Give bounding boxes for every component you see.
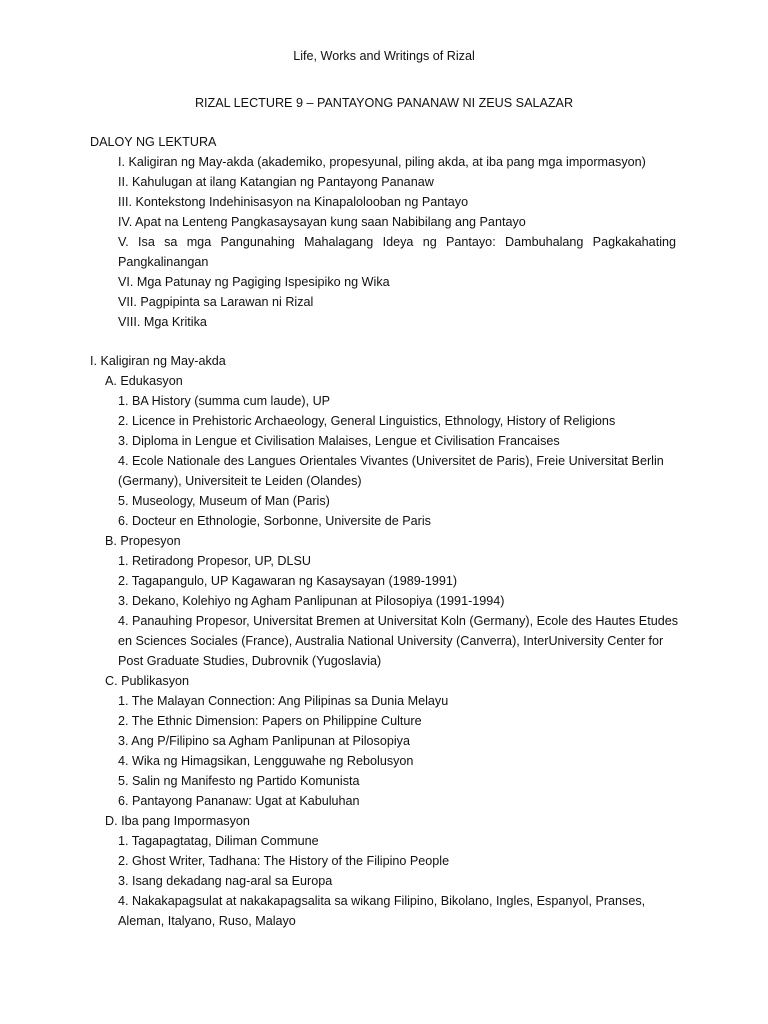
lecture-title: RIZAL LECTURE 9 – PANTAYONG PANANAW NI ZEUS SALAZAR [194, 96, 574, 110]
list-item-continuation: Post Graduate Studies, Dubrovnik (Yugoslavia) [118, 654, 382, 668]
list-item-continuation: Aleman, Italyano, Ruso, Malayo [118, 914, 296, 928]
list-item: 6. Docteur en Ethnologie, Sorbonne, Universite de Paris [118, 514, 431, 528]
subsection-heading-iba: D. Iba pang Impormasyon [105, 814, 250, 828]
list-item: 6. Pantayong Pananaw: Ugat at Kabuluhan [118, 794, 360, 808]
outline-item: III. Kontekstong Indehinisasyon na Kinapalolooban ng Pantayo [118, 195, 469, 209]
list-item: 4. Nakakapagsulat at nakakapagsalita sa wikang Filipino, Bikolano, Ingles, Espanyol, Pranses, [118, 894, 646, 908]
list-item: 5. Museology, Museum of Man (Paris) [118, 494, 330, 508]
outline-item: VII. Pagpipinta sa Larawan ni Rizal [118, 295, 314, 309]
outline-item: VIII. Mga Kritika [118, 315, 207, 329]
list-item: 3. Diploma in Lengue et Civilisation Malaises, Lengue et Civilisation Francaises [118, 434, 560, 448]
list-item: 1. The Malayan Connection: Ang Pilipinas sa Dunia Melayu [118, 694, 449, 708]
outline-section [0, 132, 768, 332]
outline-item: I. Kaligiran ng May-akda (akademiko, propesyunal, piling akda, at iba pang mga impormasyon) [118, 155, 646, 169]
outline-item: V. Isa sa mga Pangunahing Mahalagang Ideya ng Pantayo: Dambuhalang Pagkakahating [118, 235, 676, 249]
list-item-continuation: (Germany), Universiteit te Leiden (Olandes) [118, 474, 362, 488]
outline-item-continuation: Pangkalinangan [118, 255, 209, 269]
list-item: 1. BA History (summa cum laude), UP [118, 394, 331, 408]
list-item: 4. Wika ng Himagsikan, Lengguwahe ng Rebolusyon [118, 754, 414, 768]
section-kaligiran [0, 351, 768, 931]
list-item: 4. Panauhing Propesor, Universitat Bremen at Universitat Koln (Germany), Ecole des Hautes Etudes [118, 614, 678, 628]
list-item: 1. Retiradong Propesor, UP, DLSU [118, 554, 311, 568]
list-item-continuation: en Sciences Sociales (France), Australia National University (Canverra), InterUniversity Center for [118, 634, 664, 648]
section-heading: I. Kaligiran ng May-akda [90, 354, 226, 368]
outline-item: II. Kahulugan at ilang Katangian ng Pantayong Pananaw [118, 175, 434, 189]
list-item: 2. Ghost Writer, Tadhana: The History of the Filipino People [118, 854, 450, 868]
list-item: 2. Tagapangulo, UP Kagawaran ng Kasaysayan (1989-1991) [118, 574, 458, 588]
document-title: Life, Works and Writings of Rizal [293, 49, 475, 63]
list-item: 3. Dekano, Kolehiyo ng Agham Panlipunan at Pilosopiya (1991-1994) [118, 594, 505, 608]
outline-item: IV. Apat na Lenteng Pangkasaysayan kung saan Nabibilang ang Pantayo [118, 215, 526, 229]
subsection-heading-publikasyon: C. Publikasyon [105, 674, 189, 688]
outline-item-wrap [0, 232, 676, 252]
list-item: 3. Ang P/Filipino sa Agham Panlipunan at Pilosopiya [118, 734, 410, 748]
subsection-heading-edukasyon: A. Edukasyon [105, 374, 183, 388]
subsection-heading-propesyon: B. Propesyon [105, 534, 181, 548]
list-item: 5. Salin ng Manifesto ng Partido Komunista [118, 774, 360, 788]
outline-heading: DALOY NG LEKTURA [90, 135, 217, 149]
list-item: 2. The Ethnic Dimension: Papers on Philippine Culture [118, 714, 422, 728]
list-item: 2. Licence in Prehistoric Archaeology, General Linguistics, Ethnology, History of Religions [118, 414, 616, 428]
list-item: 4. Ecole Nationale des Langues Orientales Vivantes (Universitet de Paris), Freie Universitat Berlin [118, 454, 664, 468]
list-item: 1. Tagapagtatag, Diliman Commune [118, 834, 319, 848]
list-item: 3. Isang dekadang nag-aral sa Europa [118, 874, 333, 888]
outline-item: VI. Mga Patunay ng Pagiging Ispesipiko ng Wika [118, 275, 390, 289]
